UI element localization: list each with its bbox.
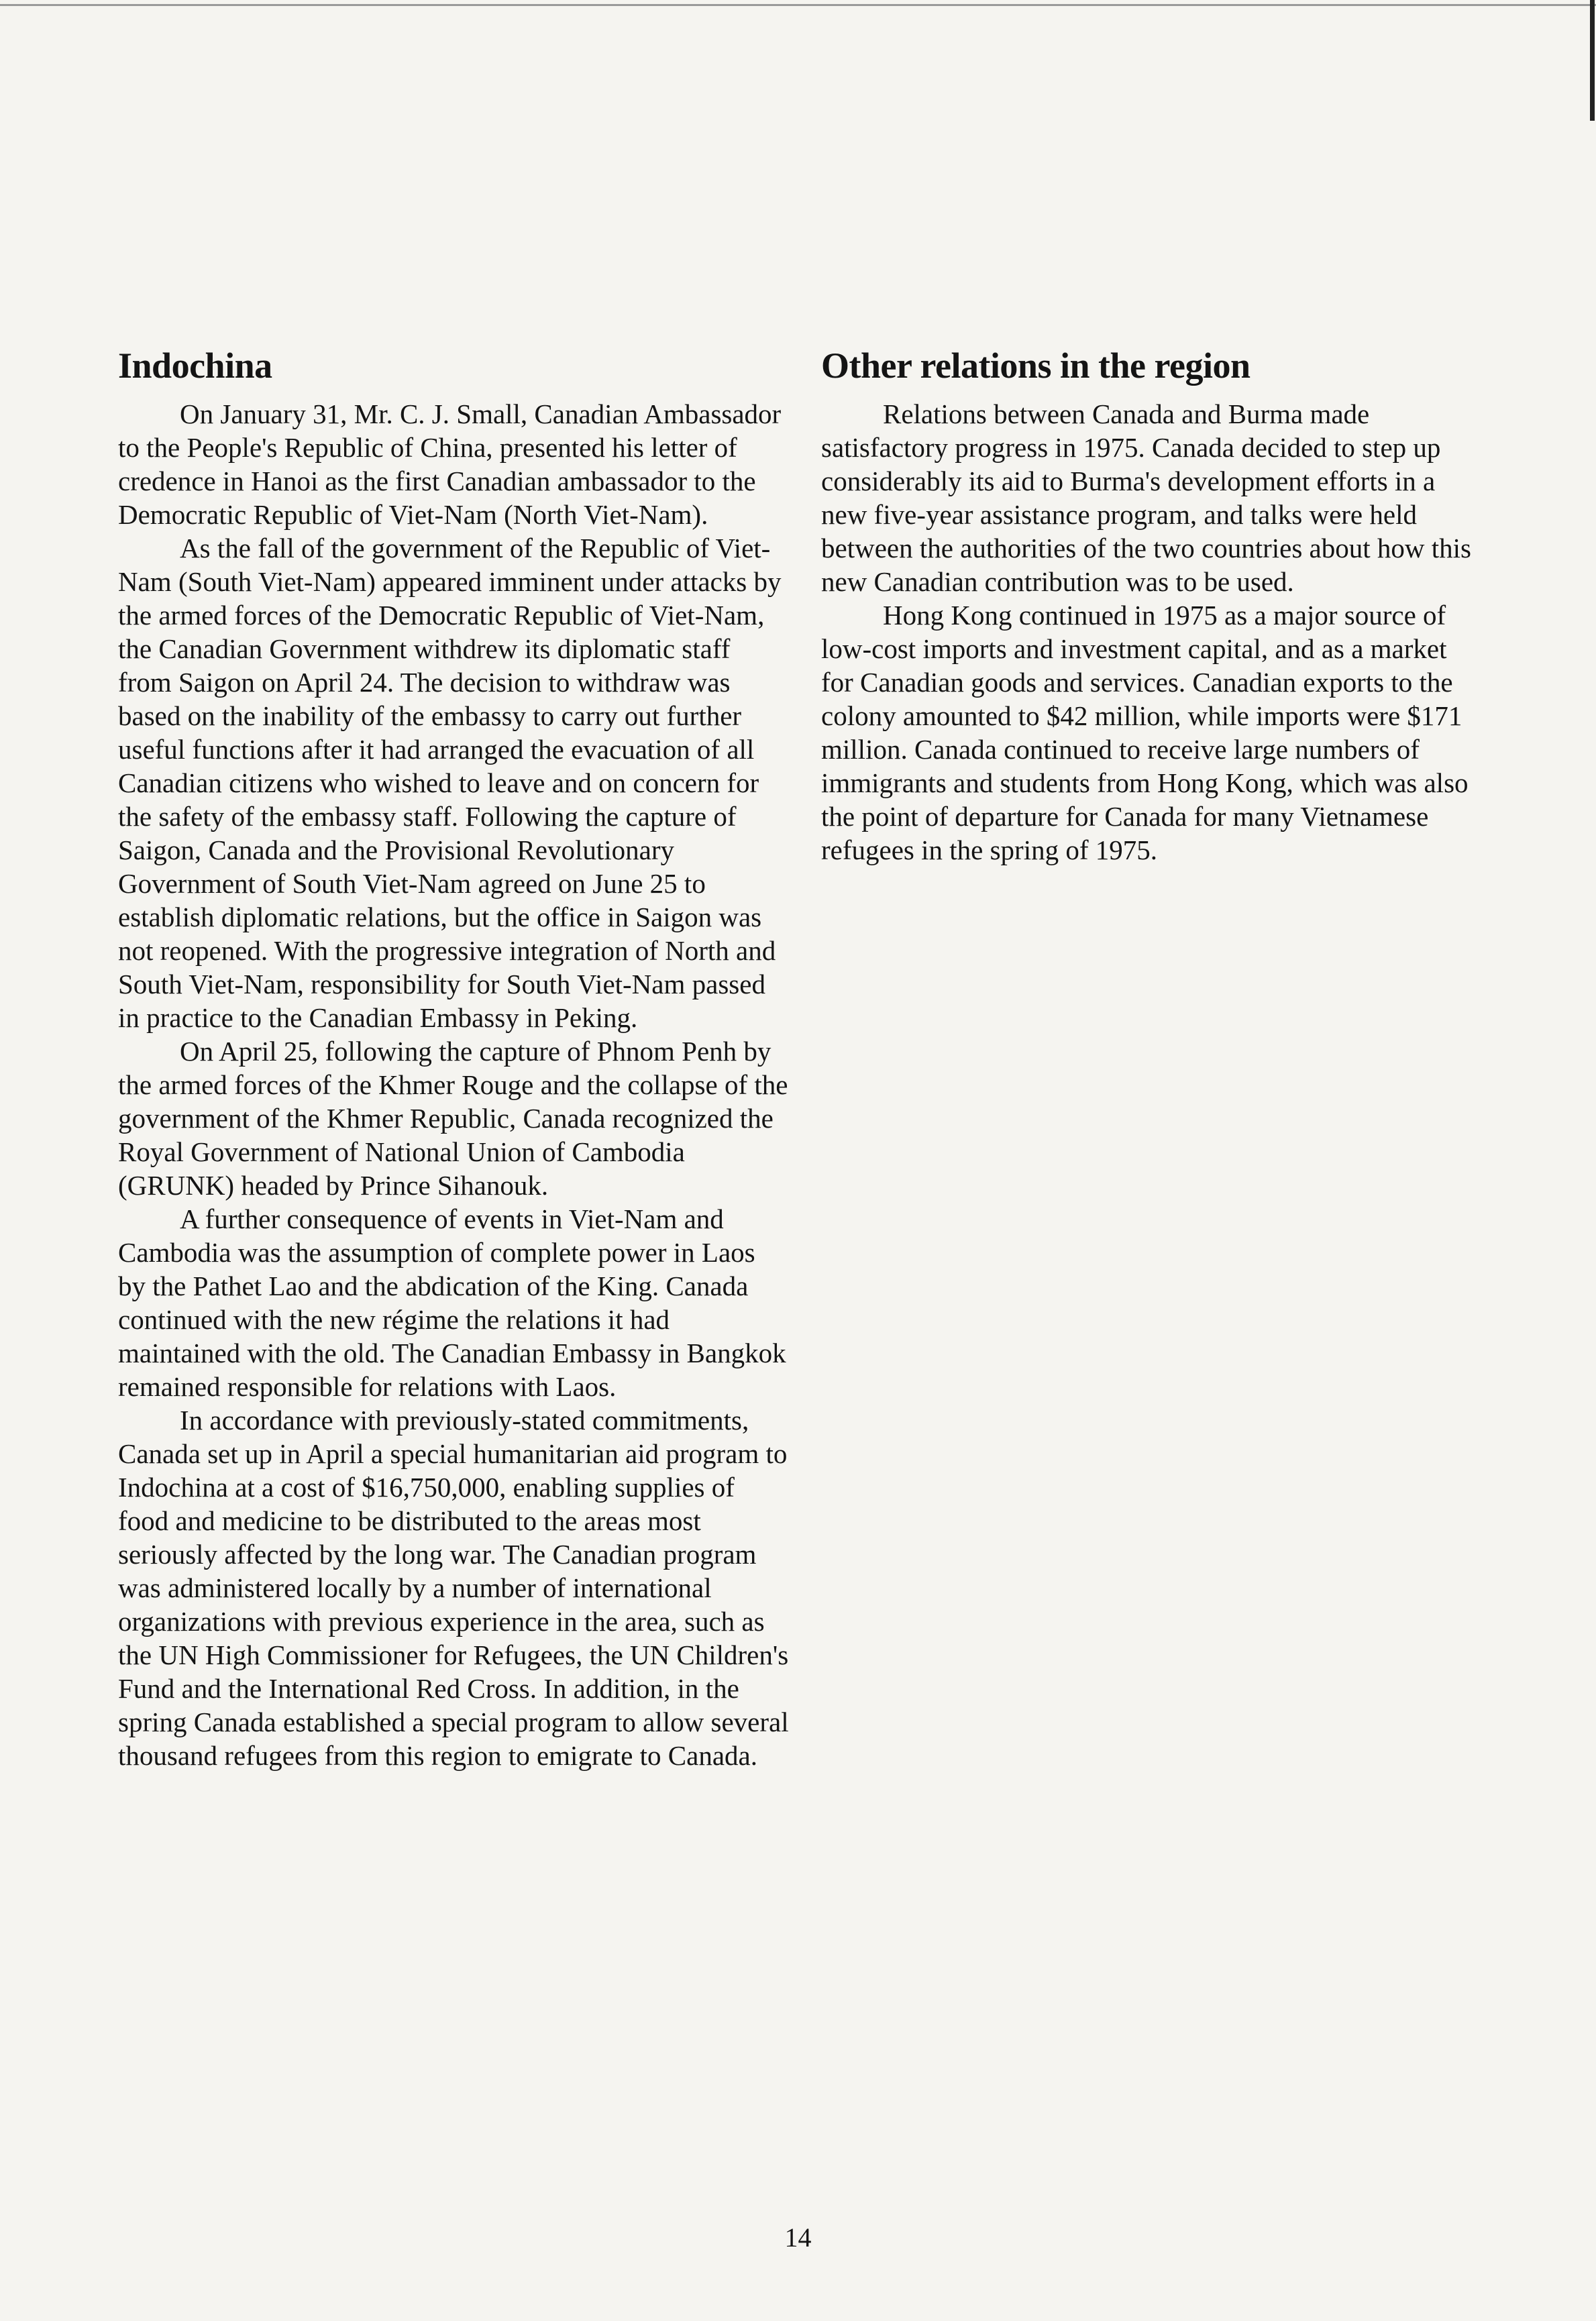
- indochina-paragraph-5: In accordance with previously-stated commitments, Canada set up in April a special humanitarian aid program to Indochina at a cost of $16,750,000, enabling supplies of food and medicine to be distributed to the areas most seriously affected by the long war. The Canadian program was administered locally by a number of international organizations with previous experience in the area, such as the UN High Commissioner for Refugees, the UN Children's Fund and the International Red Cross. In addition, in the spring Canada established a special program to allow several thousand refugees from this region to emigrate to Canada.: [118, 1405, 789, 1771]
- top-rule: [0, 4, 1596, 6]
- other-relations-column: [821, 342, 1485, 867]
- other-relations-paragraph-2: Hong Kong continued in 1975 as a major source of low-cost imports and investment capital, and as a market for Canadian goods and services. Canadian exports to the colony amounted to $42 million, while imports were $171 million. Canada continued to receive large numbers of immigrants and students from Hong Kong, which was also the point of departure for Canada for many Vietnamese refugees in the spring of 1975.: [821, 600, 1469, 865]
- page-edge-mark: [1590, 0, 1595, 121]
- indochina-paragraph-4: A further consequence of events in Viet-Nam and Cambodia was the assumption of complete power in Laos by the Pathet Lao and the abdication of the King. Canada continued with the new régime the relations it had maintained with the old. The Canadian Embassy in Bangkok remained responsible for relations with Laos.: [118, 1203, 786, 1402]
- indochina-heading: Indochina: [118, 345, 272, 386]
- indochina-column: [118, 342, 789, 1772]
- other-relations-paragraph-1: Relations between Canada and Burma made satisfactory progress in 1975. Canada decided to step up considerably its aid to Burma's development efforts in a new five-year assistance program, and talks were held between the authorities of the two countries about how this new Canadian contribution was to be used.: [821, 398, 1471, 597]
- other-relations-heading: Other relations in the region: [821, 345, 1251, 386]
- indochina-paragraph-3: On April 25, following the capture of Phnom Penh by the armed forces of the Khmer Rouge and the collapse of the government of the Khmer Republic, Canada recognized the Royal Government of National Union of Cambodia (GRUNK) headed by Prince Sihanouk.: [118, 1036, 788, 1201]
- indochina-paragraph-2: As the fall of the government of the Republic of Viet-Nam (South Viet-Nam) appeared imminent under attacks by the armed forces of the Democratic Republic of Viet-Nam, the Canadian Government withdrew its diplomatic staff from Saigon on April 24. The decision to withdraw was based on the inability of the embassy to carry out further useful functions after it had arranged the evacuation of all Canadian citizens who wished to leave and on concern for the safety of the embassy staff. Following the capture of Saigon, Canada and the Provisional Revolutionary Government of South Viet-Nam agreed on June 25 to establish diplomatic relations, but the office in Saigon was not reopened. With the progressive integration of North and South Viet-Nam, responsibility for South Viet-Nam passed in practice to the Canadian Embassy in Peking.: [118, 533, 782, 1033]
- indochina-paragraph-1: On January 31, Mr. C. J. Small, Canadian Ambassador to the People's Republic of China, presented his letter of credence in Hanoi as the first Canadian ambassador to the Democratic Republic of Viet-Nam (North Viet-Nam).: [118, 398, 782, 530]
- page-number: 14: [784, 2222, 812, 2253]
